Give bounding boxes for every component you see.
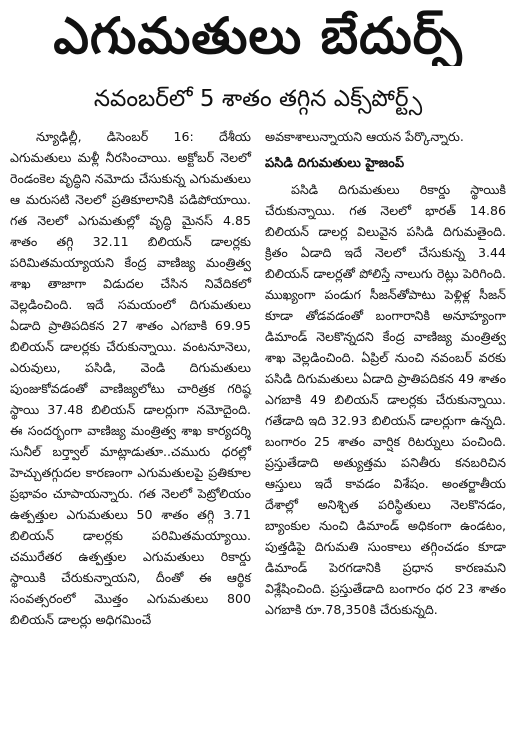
section-subtitle: పసిడి దిగుమతులు హైజంప్ bbox=[265, 156, 405, 171]
left-column-text: న్యూఢిల్లీ, డిసెంబర్ 16: దేశీయ ఎగుమతులు మళ్లీ నీరసించాయి. అక్టోబర్ నెలలో రెండంకెల వృద్ధిని నమోదు చేసుకున్న ఎగుమతులు ఆ మరుసటి నెలలో ప్రతికూలానికి పడిపోయాయి. గత నెలలో ఎగుమతుల్లో వృద్ధి మైనస్ 4.85 శాతం తగ్గి 32.11 బిలియన్ డాలర్లకు పరిమితమయ్యాయని కేంద్ర వాణిజ్య మంత్రిత్వ శాఖ తాజాగా విడుదల చేసిన నివేదికలో వెల్లడించింది. ఇదే సమయంలో దిగుమతులు ఏడాది ప్రాతిపదికన 27 శాతం ఎగబాకి 69.95 బిలియన్ డాలర్లకు చేరుకున్నాయి. వంటనూనెలు, ఎరువులు, పసిడి, వెండి దిగుమతులు పుంజుకోవడంతో వాణిజ్యలోటు చారిత్రక గరిష్ఠ స్థాయి 37.48 బిలియన్ డాలర్లుగా నమోదైంది. ఈ సందర్భంగా వాణిజ్య మంత్రిత్వ శాఖ కార్యదర్శి సునీల్ బర్త్వాల్ మాట్లాడుతూ..చమురు ధరల్లో హెచ్చుతగ్గుదల కారణంగా ఎగుమతులపై ప్రతికూల ప్రభావం చూపాయన్నారు. గత నెలలో పెట్రోలియం ఉత్పత్తుల ఎగుమతులు 50 శాతం తగ్గి 3.71 బిలియన్ డాలర్లకు పరిమితమయ్యాయి. చమురేతర ఉత్పత్తుల ఎగుమతులు రికార్డు స్థాయికి చేరుకున్నాయని, దీంతో ఈ ఆర్థిక సంవత్సరంలో మొత్తం ఎగుమతులు 800 బిలియన్ డాలర్లు అధిగమించే bbox=[10, 129, 251, 627]
right-column-continuation: అవకాశాలున్నాయని ఆయన పేర్కొన్నారు. bbox=[265, 129, 464, 144]
right-column bbox=[265, 126, 506, 630]
right-column-text: పసిడి దిగుమతులు రికార్డు స్థాయికి చేరుకున్నాయి. గత నెలలో భారత్ 14.86 బిలియన్ డాలర్ల విలువైన పసిడి దిగుమతైంది. క్రితం ఏడాది ఇదే నెలలో చేసుకున్న 3.44 బిలియన్ డాలర్లతో పోలిస్తే నాలుగు రెట్లు పెరిగింది. ముఖ్యంగా పండుగ సీజన్‌తోపాటు పెళ్లిళ్ల సీజన్ కూడా తోడవడంతో బంగారానికి అనూహ్యంగా డిమాండ్ నెలకొన్నదని కేంద్ర వాణిజ్య మంత్రిత్వ శాఖ వెల్లడించింది. ఏప్రిల్ నుంచి నవంబర్ వరకు పసిడి దిగుమతులు ఏడాది ప్రాతిపదికన 49 శాతం ఎగబాకి 49 బిలియన్ డాలర్లకు చేరుకున్నాయి. గతేడాది ఇది 32.93 బిలియన్ డాలర్లుగా ఉన్నది. బంగారం 25 శాతం వార్షిక రిటర్నులు పంచింది. ప్రస్తుతేడాది అత్యుత్తమ పనితీరు కనబరిచిన ఆస్తులు ఇదే కావడం విశేషం. అంతర్జాతీయ దేశాల్లో అనిశ్చిత పరిస్థితులు నెలకొనడం, బ్యాంకుల నుంచి డిమాండ్ అధికంగా ఉండటం, పుత్తడిపై దిగుమతి సుంకాలు తగ్గించడం కూడా డిమాండ్ పెరగడానికి ప్రధాన కారణమని విశ్లేషించింది. ప్రస్తుతేడాది బంగారం ధర 23 శాతం ఎగబాకి రూ.78,350కి చేరుకున్నది. bbox=[265, 182, 506, 617]
article-columns bbox=[10, 126, 506, 630]
headline: ఎగుమతులు బేదుర్స్ bbox=[53, 7, 463, 65]
subheadline: నవంబర్‌లో 5 శాతం తగ్గిన ఎక్స్‌పోర్ట్స్ bbox=[93, 86, 423, 112]
left-column bbox=[10, 126, 251, 630]
